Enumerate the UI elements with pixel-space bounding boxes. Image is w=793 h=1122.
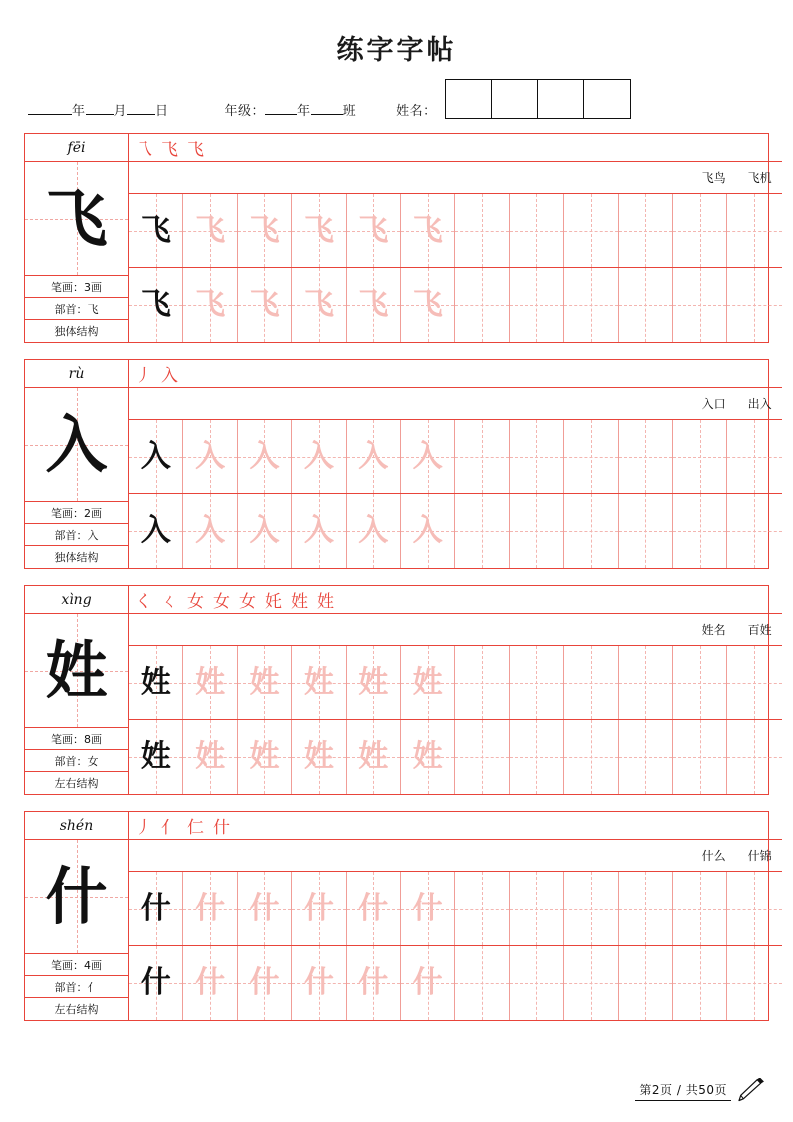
practice-glyph: 入 bbox=[140, 513, 171, 548]
practice-cell[interactable] bbox=[238, 872, 292, 945]
practice-column bbox=[129, 812, 782, 1020]
stroke-step: 飞 bbox=[187, 140, 204, 160]
practice-cell[interactable] bbox=[673, 420, 727, 493]
date-field bbox=[28, 100, 169, 119]
name-field bbox=[396, 100, 437, 119]
practice-cell[interactable] bbox=[292, 420, 346, 493]
large-character: 飞 bbox=[45, 181, 108, 255]
practice-cell[interactable] bbox=[292, 646, 346, 719]
example-words-row bbox=[129, 840, 782, 872]
practice-glyph: 入 bbox=[249, 513, 280, 548]
practice-glyph: 飞 bbox=[412, 212, 443, 248]
practice-grid-row bbox=[129, 494, 782, 568]
practice-cell[interactable] bbox=[564, 720, 618, 794]
practice-glyph: 姓 bbox=[303, 739, 334, 774]
practice-cell[interactable] bbox=[129, 872, 183, 945]
practice-glyph: 入 bbox=[195, 438, 226, 474]
practice-glyph: 什 bbox=[303, 965, 334, 1000]
practice-glyph: 姓 bbox=[249, 664, 280, 700]
practice-glyph: 姓 bbox=[412, 739, 443, 774]
stroke-step: 丿 bbox=[135, 818, 152, 838]
practice-column bbox=[129, 360, 782, 568]
practice-glyph: 入 bbox=[303, 513, 334, 548]
practice-cell[interactable] bbox=[401, 946, 455, 1020]
practice-cell[interactable] bbox=[727, 646, 781, 719]
date-day-blank[interactable] bbox=[127, 114, 155, 115]
example-word: 什么 bbox=[701, 849, 726, 863]
date-month-blank[interactable] bbox=[86, 114, 114, 115]
stroke-step: 奼 bbox=[265, 592, 282, 612]
grade-field bbox=[225, 100, 357, 119]
header-info-row bbox=[24, 83, 769, 125]
example-word: 出入 bbox=[747, 397, 772, 411]
practice-glyph: 什 bbox=[140, 890, 171, 926]
practice-cell[interactable] bbox=[673, 194, 727, 267]
practice-cell[interactable] bbox=[183, 946, 237, 1020]
stroke-step: 女 bbox=[239, 592, 256, 612]
practice-cell[interactable] bbox=[347, 268, 401, 342]
pen-icon bbox=[737, 1078, 767, 1104]
practice-cell[interactable] bbox=[510, 720, 564, 794]
practice-glyph: 飞 bbox=[140, 212, 171, 248]
character-info-column bbox=[25, 812, 129, 1020]
practice-glyph: 入 bbox=[140, 438, 171, 474]
stroke-step: 乁 bbox=[135, 140, 152, 160]
practice-cell[interactable] bbox=[292, 268, 346, 342]
stroke-step: 女 bbox=[213, 592, 230, 612]
name-box-1[interactable] bbox=[446, 80, 492, 118]
practice-cell[interactable] bbox=[401, 646, 455, 719]
practice-glyph: 姓 bbox=[412, 664, 443, 700]
example-word: 飞鸟 bbox=[701, 171, 726, 185]
practice-cell[interactable] bbox=[727, 420, 781, 493]
practice-cell[interactable] bbox=[619, 194, 673, 267]
stroke-order-row bbox=[129, 812, 782, 840]
practice-grid-row bbox=[129, 946, 782, 1020]
practice-cell[interactable] bbox=[347, 420, 401, 493]
example-word: 姓名 bbox=[701, 623, 726, 637]
practice-cell[interactable] bbox=[292, 946, 346, 1020]
practice-glyph: 入 bbox=[412, 513, 443, 548]
practice-cell[interactable] bbox=[129, 946, 183, 1020]
practice-cell[interactable] bbox=[619, 720, 673, 794]
practice-cell[interactable] bbox=[510, 194, 564, 267]
practice-cell[interactable] bbox=[183, 420, 237, 493]
practice-glyph: 入 bbox=[303, 438, 334, 474]
class-blank[interactable] bbox=[311, 114, 343, 115]
practice-glyph: 飞 bbox=[195, 287, 226, 322]
stroke-step: 仁 bbox=[187, 818, 204, 838]
practice-glyph: 什 bbox=[249, 890, 280, 926]
stroke-order-row bbox=[129, 134, 782, 162]
stroke-count-label: 笔画：8画 bbox=[25, 728, 128, 750]
stroke-step: 丿 bbox=[135, 366, 152, 386]
practice-cell[interactable] bbox=[510, 494, 564, 568]
practice-grid-row bbox=[129, 720, 782, 794]
practice-cell[interactable] bbox=[455, 194, 509, 267]
practice-cell[interactable] bbox=[673, 720, 727, 794]
practice-cell[interactable] bbox=[292, 194, 346, 267]
practice-glyph: 姓 bbox=[195, 664, 226, 700]
character-info-column bbox=[25, 134, 129, 342]
practice-cell[interactable] bbox=[727, 194, 781, 267]
date-year-blank[interactable] bbox=[28, 114, 72, 115]
practice-cell[interactable] bbox=[673, 646, 727, 719]
practice-glyph: 姓 bbox=[195, 739, 226, 774]
practice-cell[interactable] bbox=[727, 494, 781, 568]
practice-glyph: 飞 bbox=[303, 287, 334, 322]
large-character: 什 bbox=[45, 859, 108, 933]
character-block bbox=[24, 811, 772, 1021]
page-footer bbox=[635, 1078, 767, 1104]
example-words-row bbox=[129, 388, 782, 420]
practice-cell[interactable] bbox=[347, 494, 401, 568]
practice-cell[interactable] bbox=[455, 946, 509, 1020]
practice-cell[interactable] bbox=[564, 494, 618, 568]
practice-glyph: 什 bbox=[140, 965, 171, 1000]
practice-glyph: 什 bbox=[358, 965, 389, 1000]
practice-cell[interactable] bbox=[619, 420, 673, 493]
practice-cell[interactable] bbox=[183, 646, 237, 719]
practice-cell[interactable] bbox=[292, 872, 346, 945]
practice-cell[interactable] bbox=[401, 872, 455, 945]
large-character: 入 bbox=[45, 407, 108, 481]
practice-cell[interactable] bbox=[129, 420, 183, 493]
practice-cell[interactable] bbox=[292, 720, 346, 794]
practice-cell[interactable] bbox=[183, 720, 237, 794]
practice-cell[interactable] bbox=[238, 646, 292, 719]
stroke-step: 女 bbox=[187, 592, 204, 612]
practice-cell[interactable] bbox=[401, 194, 455, 267]
character-info-column bbox=[25, 586, 129, 794]
character-block bbox=[24, 585, 772, 795]
example-word: 入口 bbox=[701, 397, 726, 411]
practice-glyph: 飞 bbox=[195, 212, 226, 248]
practice-cell[interactable] bbox=[455, 872, 509, 945]
date-month-label: 月 bbox=[113, 104, 128, 119]
grade-label: 年级： bbox=[224, 104, 266, 119]
practice-cell[interactable] bbox=[238, 194, 292, 267]
page-number: 第2页 / 共50页 bbox=[635, 1081, 731, 1101]
practice-glyph: 飞 bbox=[140, 287, 171, 322]
practice-cell[interactable] bbox=[238, 494, 292, 568]
practice-cell[interactable] bbox=[347, 646, 401, 719]
practice-glyph: 飞 bbox=[249, 287, 280, 322]
practice-grid-row bbox=[129, 194, 782, 268]
class-label: 班 bbox=[342, 104, 357, 119]
practice-cell[interactable] bbox=[238, 268, 292, 342]
pinyin-label: rù bbox=[25, 360, 128, 388]
practice-glyph: 什 bbox=[412, 965, 443, 1000]
practice-cell[interactable] bbox=[564, 194, 618, 267]
pinyin-label: shén bbox=[25, 812, 128, 840]
stroke-step: 什 bbox=[213, 818, 230, 838]
practice-cell[interactable] bbox=[129, 720, 183, 794]
large-character: 姓 bbox=[45, 633, 108, 707]
radical-label: 部首：飞 bbox=[25, 298, 128, 320]
practice-cell[interactable] bbox=[619, 646, 673, 719]
large-character-cell bbox=[25, 614, 128, 728]
pinyin-label: fēi bbox=[25, 134, 128, 162]
practice-glyph: 什 bbox=[195, 965, 226, 1000]
practice-glyph: 姓 bbox=[140, 664, 171, 700]
stroke-step: く bbox=[135, 592, 152, 612]
practice-cell[interactable] bbox=[183, 268, 237, 342]
practice-glyph: 什 bbox=[412, 890, 443, 926]
stroke-step: 姓 bbox=[317, 592, 334, 612]
large-character-cell bbox=[25, 162, 128, 276]
practice-glyph: 姓 bbox=[303, 664, 334, 700]
practice-column bbox=[129, 134, 782, 342]
practice-cell[interactable] bbox=[564, 420, 618, 493]
practice-cell[interactable] bbox=[510, 646, 564, 719]
stroke-step: 飞 bbox=[161, 140, 178, 160]
practice-cell[interactable] bbox=[673, 494, 727, 568]
practice-cell[interactable] bbox=[401, 720, 455, 794]
structure-label: 左右结构 bbox=[54, 1003, 99, 1016]
pinyin-label: xìng bbox=[25, 586, 128, 614]
practice-glyph: 姓 bbox=[140, 739, 171, 774]
large-character-cell bbox=[25, 388, 128, 502]
practice-glyph: 入 bbox=[195, 513, 226, 548]
radical-label: 部首：亻 bbox=[25, 976, 128, 998]
stroke-step: ㄑ bbox=[161, 592, 178, 612]
date-year-label: 年 bbox=[72, 104, 86, 119]
practice-cell[interactable] bbox=[619, 946, 673, 1020]
name-box-4[interactable] bbox=[584, 80, 630, 118]
practice-glyph: 姓 bbox=[249, 739, 280, 774]
practice-cell[interactable] bbox=[238, 946, 292, 1020]
stroke-order-row bbox=[129, 586, 782, 614]
stroke-count-label: 笔画：4画 bbox=[25, 954, 128, 976]
example-word: 百姓 bbox=[747, 623, 772, 637]
practice-glyph: 入 bbox=[249, 438, 280, 474]
practice-cell[interactable] bbox=[455, 494, 509, 568]
practice-cell[interactable] bbox=[292, 494, 346, 568]
structure-label: 独体结构 bbox=[54, 325, 99, 338]
practice-column bbox=[129, 586, 782, 794]
practice-cell[interactable] bbox=[347, 872, 401, 945]
stroke-step: 亻 bbox=[161, 818, 178, 838]
practice-glyph: 飞 bbox=[412, 287, 443, 322]
practice-cell[interactable] bbox=[510, 946, 564, 1020]
practice-glyph: 飞 bbox=[303, 212, 334, 248]
structure-label: 独体结构 bbox=[54, 551, 99, 564]
practice-cell[interactable] bbox=[619, 872, 673, 945]
example-words-row bbox=[129, 614, 782, 646]
character-block bbox=[24, 133, 772, 343]
character-block bbox=[24, 359, 772, 569]
practice-cell[interactable] bbox=[238, 720, 292, 794]
practice-cell[interactable] bbox=[455, 268, 509, 342]
practice-glyph: 入 bbox=[358, 438, 389, 474]
practice-cell[interactable] bbox=[401, 494, 455, 568]
structure-label: 左右结构 bbox=[54, 777, 99, 790]
practice-glyph: 姓 bbox=[358, 739, 389, 774]
practice-cell[interactable] bbox=[510, 268, 564, 342]
practice-cell[interactable] bbox=[455, 420, 509, 493]
practice-cell[interactable] bbox=[619, 268, 673, 342]
practice-cell[interactable] bbox=[564, 946, 618, 1020]
practice-cell[interactable] bbox=[727, 268, 781, 342]
practice-cell[interactable] bbox=[347, 946, 401, 1020]
stroke-count-label: 笔画：2画 bbox=[25, 502, 128, 524]
practice-cell[interactable] bbox=[727, 720, 781, 794]
practice-cell[interactable] bbox=[183, 872, 237, 945]
practice-cell[interactable] bbox=[727, 946, 781, 1020]
practice-cell[interactable] bbox=[347, 194, 401, 267]
name-box-3[interactable] bbox=[538, 80, 584, 118]
practice-glyph: 什 bbox=[358, 890, 389, 926]
practice-cell[interactable] bbox=[401, 420, 455, 493]
practice-grid-row bbox=[129, 268, 782, 342]
name-input-boxes[interactable] bbox=[445, 79, 631, 119]
practice-cell[interactable] bbox=[401, 268, 455, 342]
practice-cell[interactable] bbox=[564, 646, 618, 719]
page-title: 练字字帖 bbox=[336, 35, 457, 66]
practice-cell[interactable] bbox=[673, 268, 727, 342]
practice-cell[interactable] bbox=[347, 720, 401, 794]
practice-glyph: 飞 bbox=[358, 287, 389, 322]
practice-cell[interactable] bbox=[564, 872, 618, 945]
name-box-2[interactable] bbox=[492, 80, 538, 118]
practice-cell[interactable] bbox=[673, 946, 727, 1020]
character-info-column bbox=[25, 360, 129, 568]
practice-glyph: 姓 bbox=[358, 664, 389, 700]
practice-cell[interactable] bbox=[183, 494, 237, 568]
practice-cell[interactable] bbox=[129, 194, 183, 267]
practice-glyph: 飞 bbox=[358, 212, 389, 248]
radical-label: 部首：入 bbox=[25, 524, 128, 546]
stroke-order-row bbox=[129, 360, 782, 388]
practice-grid-row bbox=[129, 420, 782, 494]
large-character-cell bbox=[25, 840, 128, 954]
practice-glyph: 入 bbox=[358, 513, 389, 548]
practice-cell[interactable] bbox=[129, 494, 183, 568]
practice-cell[interactable] bbox=[510, 872, 564, 945]
practice-cell[interactable] bbox=[129, 646, 183, 719]
practice-cell[interactable] bbox=[673, 872, 727, 945]
practice-cell[interactable] bbox=[510, 420, 564, 493]
practice-glyph: 什 bbox=[249, 965, 280, 1000]
practice-cell[interactable] bbox=[564, 268, 618, 342]
date-day-label: 日 bbox=[155, 104, 169, 119]
practice-glyph: 入 bbox=[412, 438, 443, 474]
practice-cell[interactable] bbox=[455, 720, 509, 794]
grade-year-blank[interactable] bbox=[265, 114, 297, 115]
stroke-step: 入 bbox=[161, 366, 178, 386]
stroke-step: 姓 bbox=[291, 592, 308, 612]
grade-year-label: 年 bbox=[297, 104, 311, 119]
practice-cell[interactable] bbox=[129, 268, 183, 342]
name-label: 姓名： bbox=[396, 104, 437, 119]
practice-cell[interactable] bbox=[455, 646, 509, 719]
practice-cell[interactable] bbox=[183, 194, 237, 267]
practice-glyph: 什 bbox=[195, 890, 226, 926]
example-word: 什锦 bbox=[747, 849, 772, 863]
practice-grid-row bbox=[129, 872, 782, 946]
practice-cell[interactable] bbox=[727, 872, 781, 945]
stroke-count-label: 笔画：3画 bbox=[25, 276, 128, 298]
radical-label: 部首：女 bbox=[25, 750, 128, 772]
practice-cell[interactable] bbox=[619, 494, 673, 568]
practice-grid-row bbox=[129, 646, 782, 720]
practice-glyph: 飞 bbox=[249, 212, 280, 248]
example-word: 飞机 bbox=[747, 171, 772, 185]
example-words-row bbox=[129, 162, 782, 194]
practice-cell[interactable] bbox=[238, 420, 292, 493]
practice-glyph: 什 bbox=[303, 890, 334, 926]
